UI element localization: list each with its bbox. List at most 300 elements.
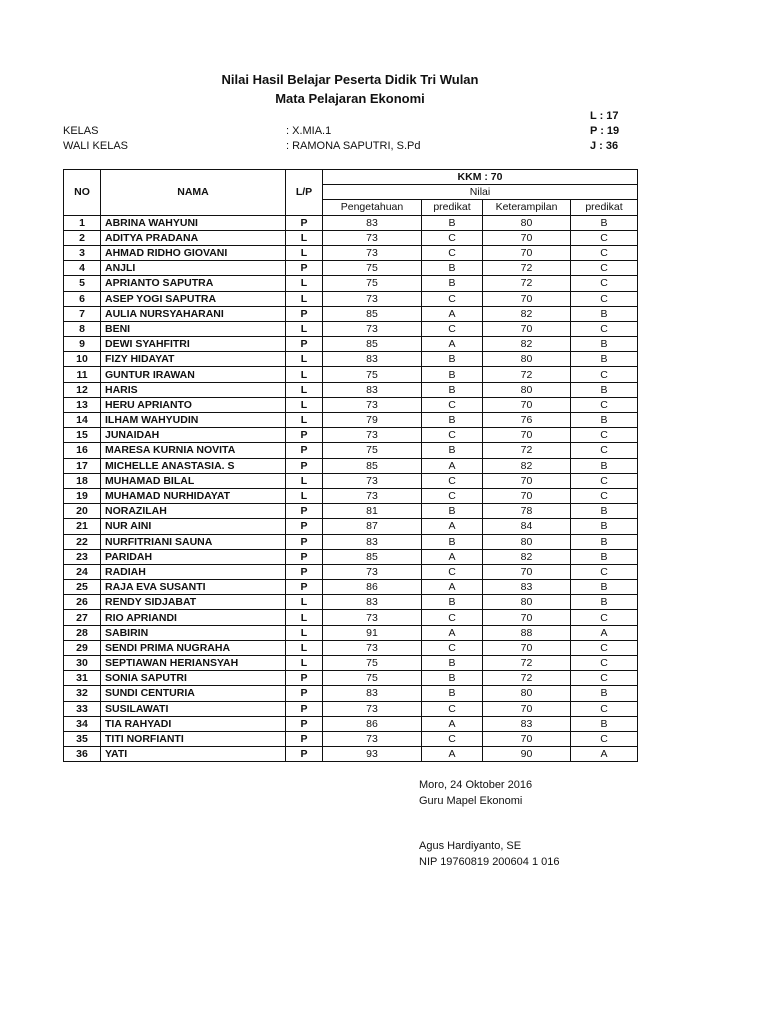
student-name: GUNTUR IRAWAN [101,367,286,382]
student-gender: L [286,610,323,625]
score-keterampilan: 82 [483,337,571,352]
predikat-keterampilan: C [571,276,638,291]
student-gender: P [286,306,323,321]
predikat-keterampilan: C [571,731,638,746]
score-pengetahuan: 73 [323,731,422,746]
table-row [64,564,638,579]
table-row [64,230,638,245]
student-gender: P [286,564,323,579]
kelas-label: KELAS [63,125,99,137]
student-gender: L [286,230,323,245]
student-name: TITI NORFIANTI [101,731,286,746]
predikat-keterampilan: C [571,671,638,686]
predikat-pengetahuan: A [422,580,483,595]
header-predikat-pengetahuan: predikat [422,200,483,215]
row-number: 29 [64,640,101,655]
row-number: 28 [64,625,101,640]
row-number: 7 [64,306,101,321]
count-j: J : 36 [590,140,619,152]
row-number: 22 [64,534,101,549]
student-gender: L [286,352,323,367]
predikat-keterampilan: B [571,382,638,397]
predikat-keterampilan: C [571,701,638,716]
student-name: YATI [101,747,286,762]
predikat-keterampilan: C [571,230,638,245]
student-gender: L [286,291,323,306]
score-keterampilan: 70 [483,428,571,443]
score-pengetahuan: 75 [323,671,422,686]
score-keterampilan: 76 [483,413,571,428]
score-keterampilan: 80 [483,595,571,610]
row-number: 36 [64,747,101,762]
score-keterampilan: 80 [483,352,571,367]
score-pengetahuan: 73 [323,610,422,625]
predikat-pengetahuan: B [422,671,483,686]
predikat-pengetahuan: C [422,610,483,625]
student-gender: P [286,261,323,276]
predikat-keterampilan: B [571,504,638,519]
score-pengetahuan: 83 [323,352,422,367]
student-gender: L [286,595,323,610]
student-gender: P [286,504,323,519]
score-pengetahuan: 73 [323,428,422,443]
table-row [64,352,638,367]
row-number: 25 [64,580,101,595]
table-row [64,413,638,428]
kelas-value: : X.MIA.1 [286,125,332,137]
score-keterampilan: 82 [483,549,571,564]
student-gender: L [286,321,323,336]
student-gender: P [286,337,323,352]
student-name: MICHELLE ANASTASIA. S [101,458,286,473]
predikat-keterampilan: A [571,747,638,762]
score-keterampilan: 83 [483,580,571,595]
predikat-keterampilan: C [571,443,638,458]
table-row [64,337,638,352]
score-pengetahuan: 86 [323,716,422,731]
score-keterampilan: 70 [483,610,571,625]
score-pengetahuan: 75 [323,656,422,671]
predikat-pengetahuan: B [422,215,483,230]
predikat-keterampilan: B [571,352,638,367]
score-pengetahuan: 73 [323,397,422,412]
row-number: 12 [64,382,101,397]
score-keterampilan: 70 [483,473,571,488]
score-keterampilan: 72 [483,367,571,382]
predikat-pengetahuan: B [422,352,483,367]
predikat-pengetahuan: A [422,337,483,352]
score-keterampilan: 80 [483,686,571,701]
table-row [64,428,638,443]
predikat-keterampilan: B [571,534,638,549]
score-keterampilan: 70 [483,321,571,336]
predikat-keterampilan: C [571,640,638,655]
row-number: 32 [64,686,101,701]
row-number: 15 [64,428,101,443]
table-row [64,382,638,397]
wali-kelas-value: : RAMONA SAPUTRI, S.Pd [286,140,421,152]
student-gender: L [286,488,323,503]
signature-role: Guru Mapel Ekonomi [419,795,523,807]
table-row [64,595,638,610]
row-number: 34 [64,716,101,731]
student-name: ANJLI [101,261,286,276]
student-name: RIO APRIANDI [101,610,286,625]
score-keterampilan: 80 [483,534,571,549]
student-gender: P [286,686,323,701]
student-name: SUSILAWATI [101,701,286,716]
score-keterampilan: 70 [483,731,571,746]
signature-name: Agus Hardiyanto, SE [419,840,522,852]
predikat-keterampilan: C [571,610,638,625]
predikat-pengetahuan: B [422,595,483,610]
student-name: AULIA NURSYAHARANI [101,306,286,321]
student-name: SENDI PRIMA NUGRAHA [101,640,286,655]
score-pengetahuan: 85 [323,337,422,352]
predikat-keterampilan: B [571,306,638,321]
table-row [64,321,638,336]
table-row [64,549,638,564]
header-lp: L/P [286,170,323,216]
header-nama: NAMA [101,170,286,216]
row-number: 6 [64,291,101,306]
score-keterampilan: 72 [483,656,571,671]
row-number: 11 [64,367,101,382]
row-number: 1 [64,215,101,230]
predikat-pengetahuan: C [422,428,483,443]
student-gender: P [286,534,323,549]
student-gender: P [286,747,323,762]
score-pengetahuan: 85 [323,458,422,473]
table-row [64,397,638,412]
count-p: P : 19 [590,125,620,137]
student-gender: P [286,428,323,443]
table-row [64,473,638,488]
row-number: 24 [64,564,101,579]
score-keterampilan: 78 [483,504,571,519]
score-pengetahuan: 73 [323,245,422,260]
header-nilai: Nilai [323,185,638,200]
row-number: 16 [64,443,101,458]
student-name: JUNAIDAH [101,428,286,443]
predikat-pengetahuan: C [422,291,483,306]
student-gender: P [286,549,323,564]
predikat-pengetahuan: A [422,716,483,731]
predikat-pengetahuan: B [422,413,483,428]
predikat-keterampilan: B [571,686,638,701]
student-gender: P [286,443,323,458]
predikat-keterampilan: A [571,625,638,640]
header-no: NO [64,170,101,216]
predikat-pengetahuan: C [422,473,483,488]
predikat-pengetahuan: B [422,261,483,276]
header-pengetahuan: Pengetahuan [323,200,422,215]
score-pengetahuan: 73 [323,230,422,245]
student-gender: P [286,458,323,473]
student-gender: L [286,625,323,640]
row-number: 10 [64,352,101,367]
score-pengetahuan: 73 [323,701,422,716]
predikat-keterampilan: C [571,564,638,579]
predikat-pengetahuan: A [422,549,483,564]
student-name: APRIANTO SAPUTRA [101,276,286,291]
score-keterampilan: 72 [483,261,571,276]
student-gender: P [286,671,323,686]
predikat-keterampilan: B [571,413,638,428]
score-keterampilan: 70 [483,245,571,260]
score-keterampilan: 82 [483,306,571,321]
student-name: NUR AINI [101,519,286,534]
table-row [64,534,638,549]
student-gender: L [286,473,323,488]
row-number: 31 [64,671,101,686]
student-name: MARESA KURNIA NOVITA [101,443,286,458]
score-pengetahuan: 73 [323,640,422,655]
score-pengetahuan: 75 [323,261,422,276]
student-name: HARIS [101,382,286,397]
student-name: NORAZILAH [101,504,286,519]
table-row [64,291,638,306]
table-row [64,504,638,519]
score-pengetahuan: 86 [323,580,422,595]
table-row [64,701,638,716]
student-name: FIZY HIDAYAT [101,352,286,367]
score-keterampilan: 88 [483,625,571,640]
student-gender: L [286,367,323,382]
predikat-pengetahuan: C [422,488,483,503]
score-keterampilan: 70 [483,564,571,579]
row-number: 19 [64,488,101,503]
score-keterampilan: 82 [483,458,571,473]
score-pengetahuan: 85 [323,306,422,321]
score-keterampilan: 83 [483,716,571,731]
signature-nip: NIP 19760819 200604 1 016 [419,856,560,868]
predikat-pengetahuan: C [422,321,483,336]
student-gender: P [286,519,323,534]
score-keterampilan: 72 [483,443,571,458]
row-number: 27 [64,610,101,625]
table-row [64,367,638,382]
header-keterampilan: Keterampilan [483,200,571,215]
predikat-pengetahuan: A [422,306,483,321]
row-number: 21 [64,519,101,534]
table-row [64,215,638,230]
score-pengetahuan: 81 [323,504,422,519]
table-row [64,443,638,458]
predikat-pengetahuan: C [422,701,483,716]
student-gender: P [286,716,323,731]
table-row [64,716,638,731]
header-kkm: KKM : 70 [323,170,638,185]
predikat-keterampilan: C [571,261,638,276]
predikat-keterampilan: B [571,595,638,610]
row-number: 13 [64,397,101,412]
score-pengetahuan: 87 [323,519,422,534]
predikat-keterampilan: C [571,473,638,488]
score-keterampilan: 70 [483,291,571,306]
score-keterampilan: 84 [483,519,571,534]
score-pengetahuan: 91 [323,625,422,640]
score-pengetahuan: 83 [323,686,422,701]
predikat-keterampilan: C [571,367,638,382]
predikat-keterampilan: B [571,215,638,230]
student-name: AHMAD RIDHO GIOVANI [101,245,286,260]
predikat-pengetahuan: B [422,686,483,701]
predikat-keterampilan: B [571,716,638,731]
table-row [64,261,638,276]
score-pengetahuan: 83 [323,382,422,397]
score-keterampilan: 70 [483,488,571,503]
student-name: RENDY SIDJABAT [101,595,286,610]
signature-place-date: Moro, 24 Oktober 2016 [419,779,533,791]
predikat-pengetahuan: C [422,245,483,260]
predikat-keterampilan: C [571,428,638,443]
predikat-keterampilan: B [571,519,638,534]
score-keterampilan: 90 [483,747,571,762]
table-row [64,625,638,640]
predikat-keterampilan: C [571,397,638,412]
score-pengetahuan: 73 [323,473,422,488]
student-name: TIA RAHYADI [101,716,286,731]
predikat-pengetahuan: A [422,458,483,473]
student-name: ILHAM WAHYUDIN [101,413,286,428]
table-row [64,306,638,321]
predikat-pengetahuan: A [422,625,483,640]
student-gender: L [286,640,323,655]
score-keterampilan: 80 [483,215,571,230]
header-predikat-keterampilan: predikat [571,200,638,215]
score-keterampilan: 70 [483,230,571,245]
table-row [64,640,638,655]
page-title: Nilai Hasil Belajar Peserta Didik Tri Wulan [221,72,479,87]
score-pengetahuan: 75 [323,276,422,291]
table-row [64,488,638,503]
student-name: RADIAH [101,564,286,579]
student-name: BENI [101,321,286,336]
grades-table-body [64,215,638,762]
predikat-pengetahuan: B [422,367,483,382]
predikat-keterampilan: C [571,321,638,336]
row-number: 5 [64,276,101,291]
student-name: SEPTIAWAN HERIANSYAH [101,656,286,671]
predikat-keterampilan: C [571,245,638,260]
score-pengetahuan: 93 [323,747,422,762]
student-gender: L [286,276,323,291]
predikat-keterampilan: C [571,291,638,306]
row-number: 8 [64,321,101,336]
predikat-pengetahuan: B [422,504,483,519]
row-number: 9 [64,337,101,352]
student-gender: P [286,701,323,716]
row-number: 2 [64,230,101,245]
table-row [64,519,638,534]
student-name: MUHAMAD NURHIDAYAT [101,488,286,503]
predikat-pengetahuan: C [422,640,483,655]
predikat-pengetahuan: B [422,534,483,549]
predikat-pengetahuan: A [422,747,483,762]
row-number: 14 [64,413,101,428]
student-name: MUHAMAD BILAL [101,473,286,488]
row-number: 23 [64,549,101,564]
student-gender: P [286,731,323,746]
student-name: ASEP YOGI SAPUTRA [101,291,286,306]
row-number: 18 [64,473,101,488]
score-pengetahuan: 85 [323,549,422,564]
student-gender: P [286,215,323,230]
table-row [64,276,638,291]
student-name: DEWI SYAHFITRI [101,337,286,352]
row-number: 20 [64,504,101,519]
predikat-keterampilan: C [571,656,638,671]
student-name: HERU APRIANTO [101,397,286,412]
score-pengetahuan: 83 [323,534,422,549]
student-gender: P [286,580,323,595]
score-pengetahuan: 73 [323,564,422,579]
row-number: 33 [64,701,101,716]
predikat-pengetahuan: B [422,276,483,291]
student-name: NURFITRIANI SAUNA [101,534,286,549]
predikat-keterampilan: B [571,549,638,564]
table-row [64,245,638,260]
predikat-keterampilan: B [571,458,638,473]
grades-table [63,169,638,762]
student-name: ABRINA WAHYUNI [101,215,286,230]
score-pengetahuan: 73 [323,321,422,336]
score-pengetahuan: 73 [323,291,422,306]
predikat-pengetahuan: C [422,564,483,579]
row-number: 30 [64,656,101,671]
predikat-keterampilan: B [571,337,638,352]
predikat-pengetahuan: C [422,230,483,245]
student-gender: L [286,245,323,260]
student-name: SONIA SAPUTRI [101,671,286,686]
score-keterampilan: 70 [483,640,571,655]
student-gender: L [286,656,323,671]
student-name: SABIRIN [101,625,286,640]
student-name: RAJA EVA SUSANTI [101,580,286,595]
student-name: PARIDAH [101,549,286,564]
score-pengetahuan: 75 [323,443,422,458]
score-pengetahuan: 79 [323,413,422,428]
predikat-pengetahuan: C [422,731,483,746]
score-pengetahuan: 73 [323,488,422,503]
student-name: SUNDI CENTURIA [101,686,286,701]
row-number: 35 [64,731,101,746]
predikat-pengetahuan: C [422,397,483,412]
predikat-pengetahuan: B [422,443,483,458]
student-gender: L [286,413,323,428]
row-number: 3 [64,245,101,260]
predikat-pengetahuan: B [422,382,483,397]
student-gender: L [286,382,323,397]
student-gender: L [286,397,323,412]
table-row [64,731,638,746]
predikat-pengetahuan: B [422,656,483,671]
row-number: 4 [64,261,101,276]
score-keterampilan: 70 [483,397,571,412]
count-l: L : 17 [590,110,619,122]
score-keterampilan: 72 [483,671,571,686]
row-number: 17 [64,458,101,473]
score-pengetahuan: 75 [323,367,422,382]
score-keterampilan: 72 [483,276,571,291]
table-row [64,671,638,686]
table-row [64,580,638,595]
table-row [64,747,638,762]
score-keterampilan: 80 [483,382,571,397]
table-row [64,610,638,625]
table-row [64,686,638,701]
